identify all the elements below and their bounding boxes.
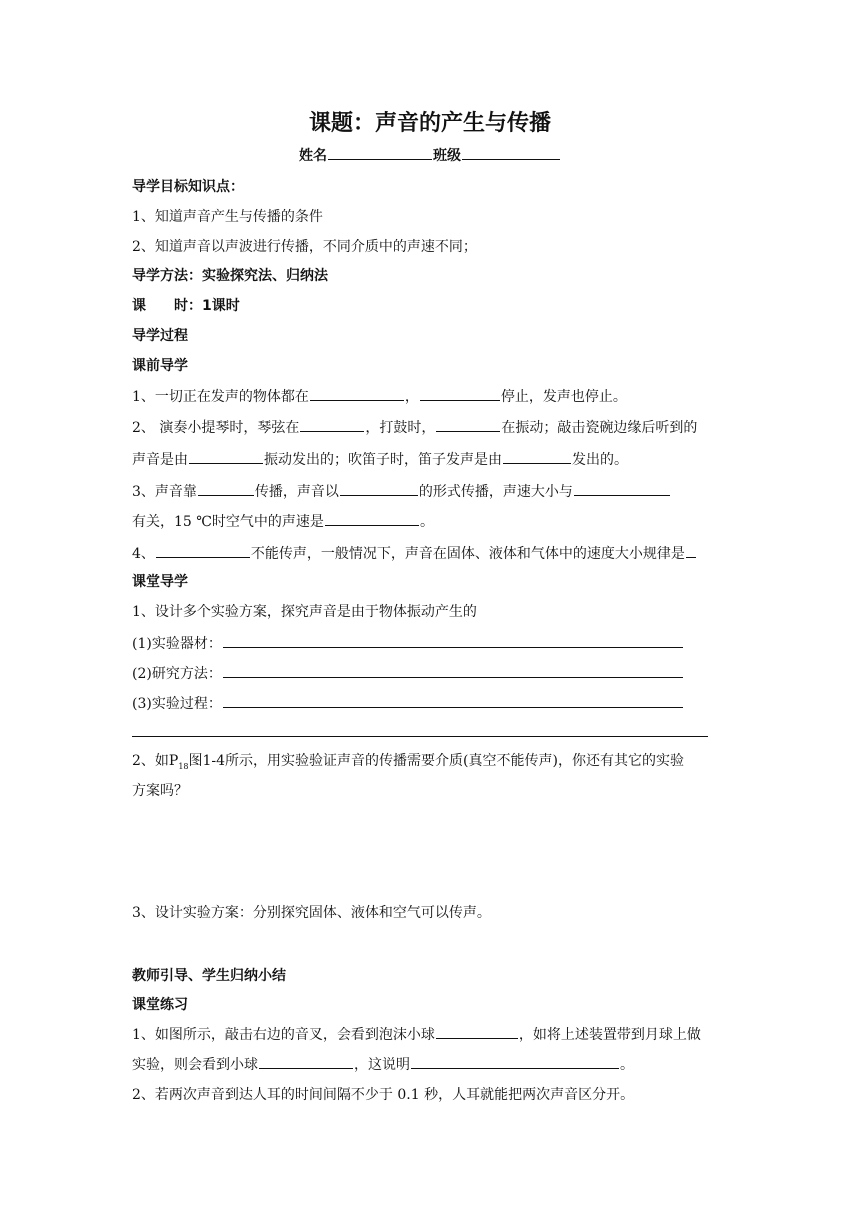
method-line: 导学方法：实验探究法、归纳法 <box>132 268 328 284</box>
answer-blank[interactable] <box>420 386 500 401</box>
name-label: 姓名 <box>299 148 327 164</box>
answer-blank[interactable] <box>436 417 500 432</box>
pre-class-heading: 课前导学 <box>132 358 188 374</box>
answer-blank[interactable] <box>189 449 263 464</box>
in-class-heading: 课堂导学 <box>132 574 188 590</box>
sub-item-method: (2)研究方法： <box>132 663 684 684</box>
answer-blank[interactable] <box>436 1024 518 1039</box>
pre-class-question-1: 1、一切正在发声的物体都在 ， 停止，发声也停止。 <box>132 386 627 407</box>
pre-class-question-3-cont: 有关，15 ℃时空气中的声速是 。 <box>132 511 434 532</box>
page-title: 课题：声音的产生与传播 <box>308 111 551 136</box>
process-heading: 导学过程 <box>132 328 188 344</box>
practice-question-2: 2、若两次声音到达人耳的时间间隔不少于 0.1 秒，人耳就能把两次声音区分开。 <box>132 1087 635 1103</box>
in-class-question-1: 1、设计多个实验方案，探究声音是由于物体振动产生的 <box>132 604 477 620</box>
summary-heading: 教师引导、学生归纳小结 <box>132 968 286 984</box>
answer-blank[interactable] <box>259 1054 353 1069</box>
answer-blank[interactable] <box>325 511 419 526</box>
period-value: 1课时 <box>202 298 240 314</box>
sub-item-materials: (1)实验器材： <box>132 633 684 654</box>
pre-class-question-4: 4、 不能传声，一般情况下，声音在固体、液体和气体中的速度大小规律是 <box>132 543 697 564</box>
practice-heading: 课堂练习 <box>132 997 188 1013</box>
practice-question-1: 1、如图所示，敲击右边的音叉，会看到泡沫小球 ，如将上述装置带到月球上做 <box>132 1024 701 1045</box>
in-class-question-2-cont: 方案吗？ <box>132 783 188 799</box>
in-class-question-3: 3、设计实验方案：分别探究固体、液体和空气可以传声。 <box>132 905 491 921</box>
objective-item: 1、知道声音产生与传播的条件 <box>132 209 323 225</box>
answer-rule[interactable] <box>132 736 708 737</box>
pre-class-question-2: 2、 演奏小提琴时，琴弦在 ，打鼓时， 在振动；敲击瓷碗边缘后听到的 <box>132 417 697 438</box>
name-blank[interactable] <box>328 145 432 160</box>
answer-blank[interactable] <box>198 481 254 496</box>
answer-blank[interactable] <box>574 481 670 496</box>
sub-item-process: (3)实验过程： <box>132 693 684 714</box>
period-line <box>132 296 240 316</box>
answer-blank[interactable] <box>223 633 683 648</box>
objective-item: 2、知道声音以声波进行传播，不同介质中的声速不同； <box>132 239 477 255</box>
answer-blank[interactable] <box>300 417 364 432</box>
in-class-question-2: 2、如$P_{18}$图1-4所示，用实验验证声音的传播需要介质(真空不能传声)，你还有其它的实验 <box>132 753 684 771</box>
answer-blank[interactable] <box>503 449 571 464</box>
objectives-heading: 导学目标知识点： <box>132 179 244 195</box>
answer-blank[interactable] <box>223 663 683 678</box>
practice-question-1-cont: 实验，则会看到小球 ，这说明 。 <box>132 1054 634 1075</box>
pre-class-question-2-cont: 声音是由 振动发出的；吹笛子时，笛子发声是由 发出的。 <box>132 449 628 470</box>
page-subscript: 18 <box>178 761 189 771</box>
answer-blank[interactable] <box>310 386 404 401</box>
answer-blank[interactable] <box>156 543 250 558</box>
answer-blank[interactable] <box>411 1054 619 1069</box>
period-label: 课 时： <box>132 298 202 314</box>
class-blank[interactable] <box>462 145 560 160</box>
answer-blank[interactable] <box>686 543 696 558</box>
name-class-line <box>0 145 860 166</box>
answer-blank[interactable] <box>340 481 418 496</box>
pre-class-question-3: 3、声音靠 传播，声音以 的形式传播，声速大小与 <box>132 481 671 502</box>
answer-blank[interactable] <box>223 693 683 708</box>
class-label: 班级 <box>433 148 461 164</box>
